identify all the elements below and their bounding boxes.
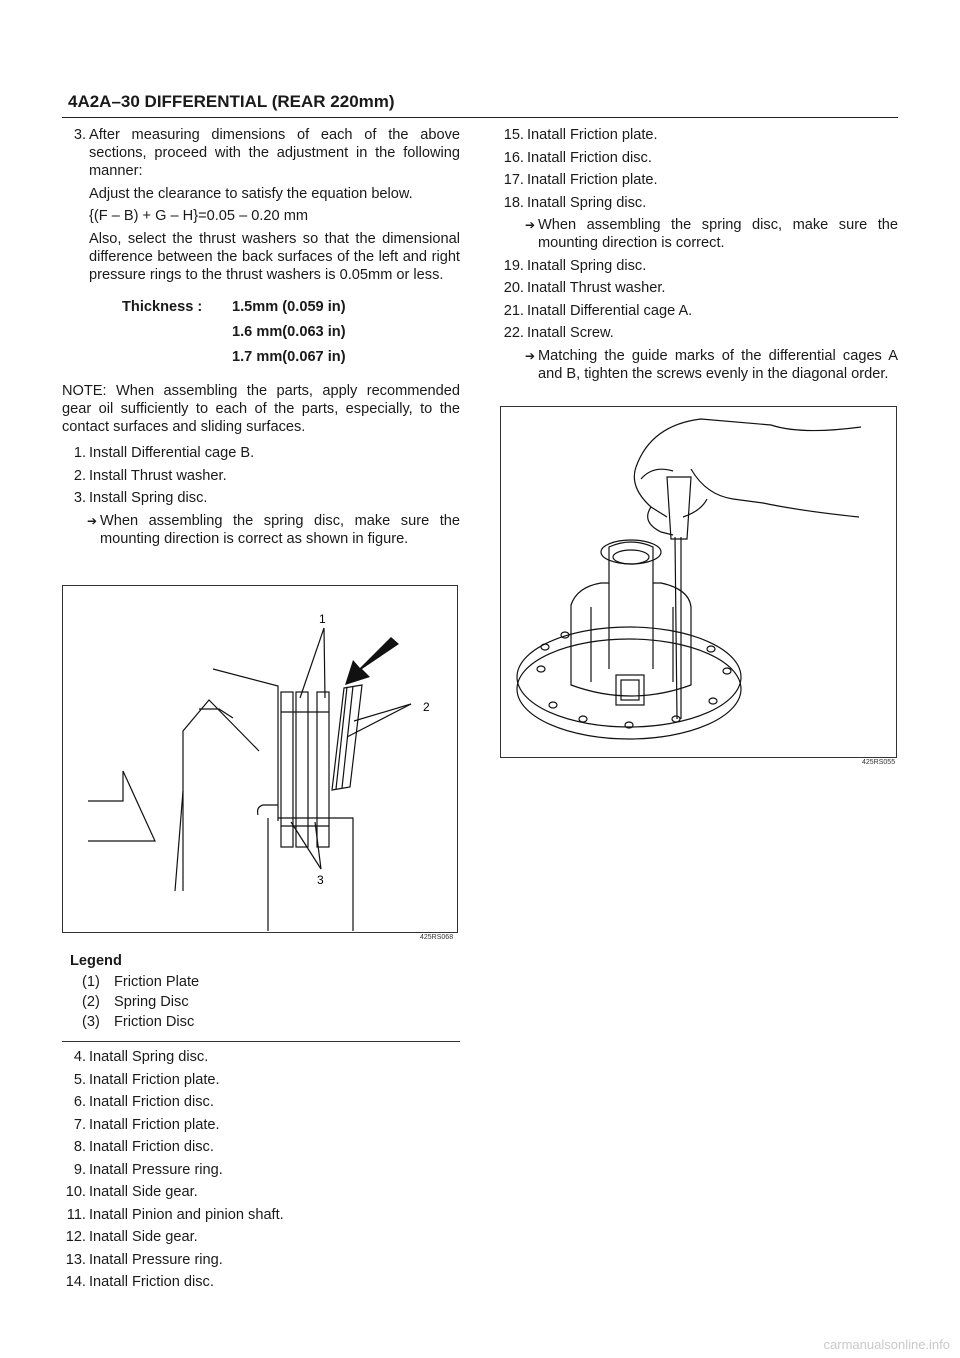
step-number: 3. (73, 127, 86, 143)
step-item (62, 1138, 460, 1156)
step-text: Inatall Friction plate. (89, 1071, 220, 1088)
step-item (500, 194, 898, 212)
equation: {(F – B) + G – H}=0.05 – 0.20 mm (89, 208, 309, 224)
step-text: Inatall Spring disc. (527, 257, 647, 274)
step-text: Inatall Pinion and pinion shaft. (89, 1206, 284, 1223)
spec-row (62, 348, 460, 370)
step-number: 5. (73, 1071, 86, 1088)
step-item (62, 1093, 460, 1111)
bullet-note (500, 216, 898, 252)
step-text: Inatall Friction disc. (89, 1139, 214, 1155)
legend-item (62, 973, 460, 993)
bullet-note (62, 512, 460, 548)
step-text: Install Spring disc. (89, 490, 208, 506)
step-text: Inatall Side gear. (89, 1184, 198, 1200)
step-number: 9. (73, 1161, 86, 1178)
step-number: 12. (65, 1229, 86, 1245)
legend-num: (3) (82, 1014, 100, 1030)
step-item (500, 302, 898, 320)
thrust-washer-text: Also, select the thrust washers so that the dimensional difference between the back surfaces of the left and right pressure rings to the thrust washers is 0.05mm or less. (89, 230, 460, 283)
step-number: 16. (503, 149, 524, 166)
step-text: Inatall Side gear. (89, 1229, 198, 1245)
spec-value: 1.6 mm(0.063 in) (232, 324, 346, 340)
watermark: carmanualsonline.info (823, 1337, 950, 1352)
figure-code: 425RS068 (420, 934, 454, 941)
step-text: Inatall Pressure ring. (89, 1251, 223, 1268)
legend-num: (2) (82, 994, 100, 1010)
callout-1: 1 (319, 612, 326, 626)
left-column (62, 126, 460, 552)
legend-rule (62, 1041, 460, 1042)
bullet-text: Matching the guide marks of the differential cages A and B, tighten the screws evenly in the diagonal order. (538, 347, 898, 382)
spec-row (62, 298, 460, 320)
step-item (62, 1228, 460, 1246)
spring-disc-drawing (63, 586, 457, 932)
callout-2: 2 (423, 700, 430, 714)
step-item (62, 1273, 460, 1291)
step-number: 14. (65, 1274, 86, 1290)
step-item (62, 1116, 460, 1134)
step-number: 8. (73, 1139, 86, 1155)
step-text: After measuring dimensions of each of the above sections, proceed with the adjustment in the following manner: (89, 127, 460, 179)
step-number: 15. (503, 127, 524, 143)
step-text: Install Thrust washer. (89, 467, 227, 484)
step-text: Inatall Friction plate. (89, 1116, 220, 1133)
step-number: 21. (503, 302, 524, 319)
step-number: 17. (503, 172, 524, 188)
step-text: Inatall Friction plate. (527, 127, 658, 143)
legend-title: Legend (70, 953, 122, 969)
step-item (500, 279, 898, 297)
step-number: 6. (73, 1094, 86, 1110)
spec-value: 1.7 mm(0.067 in) (232, 349, 346, 365)
bullet-icon: ➔ (525, 348, 536, 363)
legend-text: Spring Disc (114, 994, 189, 1010)
step-text: Inatall Screw. (527, 325, 614, 341)
steps-4-14 (62, 1048, 460, 1296)
step-text: Inatall Differential cage A. (527, 302, 693, 319)
step-number: 20. (503, 280, 524, 296)
spec-label: Thickness : (122, 299, 203, 315)
step-text: Inatall Spring disc. (89, 1049, 209, 1065)
legend (62, 952, 460, 1033)
step-number: 2. (73, 467, 86, 484)
screw-tightening-drawing (501, 407, 896, 757)
step-item (500, 126, 898, 144)
figure-code: 425RS055 (862, 759, 896, 766)
step-item (62, 1183, 460, 1201)
right-column (500, 126, 898, 387)
bullet-note (500, 347, 898, 383)
note-text: NOTE: When assembling the parts, apply recommended gear oil sufficiently to each of the parts, especially, to the contact surfaces and sliding surfaces. (62, 383, 460, 435)
spec-value: 1.5mm (0.059 in) (232, 299, 346, 315)
header-rule (62, 117, 898, 118)
arrow-icon (345, 637, 399, 685)
step-item (62, 1206, 460, 1224)
callout-3: 3 (317, 873, 324, 887)
step-item (500, 149, 898, 167)
step-number: 13. (65, 1251, 86, 1268)
step-number: 22. (503, 325, 524, 341)
step-item (62, 1251, 460, 1269)
adjust-text: Adjust the clearance to satisfy the equation below. (89, 185, 413, 202)
screw-tightening-figure (500, 406, 897, 758)
step-item (62, 1161, 460, 1179)
bullet-text: When assembling the spring disc, make sure the mounting direction is correct as shown in figure. (100, 512, 460, 547)
page-header: 4A2A–30 DIFFERENTIAL (REAR 220mm) (68, 92, 395, 111)
legend-num: (1) (82, 974, 100, 990)
step-item (500, 324, 898, 342)
step-number: 1. (73, 445, 86, 461)
step-text: Install Differential cage B. (89, 445, 255, 461)
bullet-text: When assembling the spring disc, make sure the mounting direction is correct. (538, 217, 898, 251)
step-text: Inatall Pressure ring. (89, 1161, 223, 1178)
step-number: 11. (66, 1206, 86, 1223)
step-text: Inatall Spring disc. (527, 194, 647, 211)
legend-text: Friction Plate (114, 974, 200, 990)
step-item (500, 171, 898, 189)
step-number: 10. (65, 1184, 86, 1200)
spec-row (62, 323, 460, 345)
spring-disc-figure (62, 585, 458, 933)
step-item (62, 1071, 460, 1089)
step-number: 3. (73, 490, 86, 506)
step-number: 18. (503, 194, 524, 211)
step-number: 19. (503, 257, 524, 274)
step-item (62, 1048, 460, 1066)
legend-text: Friction Disc (114, 1014, 195, 1030)
step-text: Inatall Friction plate. (527, 172, 658, 188)
step-text: Inatall Friction disc. (89, 1094, 214, 1110)
step-item (62, 467, 460, 485)
bullet-icon: ➔ (525, 218, 536, 232)
step-number: 4. (73, 1049, 86, 1065)
bullet-icon: ➔ (87, 513, 98, 528)
step-number: 7. (73, 1116, 86, 1133)
step-item (500, 257, 898, 275)
step-text: Inatall Thrust washer. (527, 280, 666, 296)
legend-item (62, 1013, 460, 1033)
step-item (62, 444, 460, 462)
step-item (62, 489, 460, 507)
step-text: Inatall Friction disc. (527, 149, 652, 166)
step-3-measure (62, 126, 460, 180)
step-text: Inatall Friction disc. (89, 1274, 214, 1290)
legend-item (62, 993, 460, 1013)
